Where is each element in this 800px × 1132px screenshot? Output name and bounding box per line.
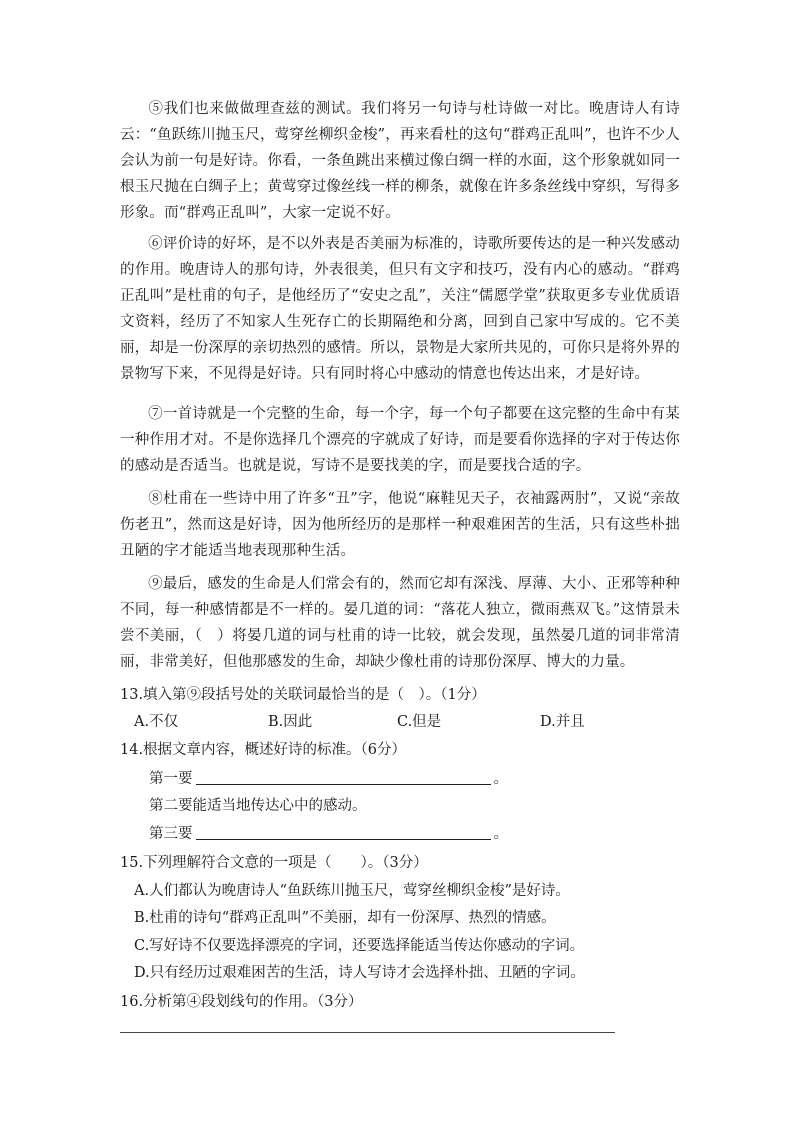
q14-line-1 xyxy=(149,766,508,792)
q14-line-2: 第二要能适当地传达心中的感动。 xyxy=(149,798,367,814)
q14-line-3-suffix: 。 xyxy=(493,826,508,842)
question-14-stem: 14.根据文章内容，概述好诗的标准。（6分） xyxy=(120,742,407,758)
q14-line-3-prefix: 第三要 xyxy=(149,826,193,842)
q15-option-d: D.只有经历过艰难困苦的生活，诗人写诗才会选择朴拙、丑陋的字词。 xyxy=(134,965,585,981)
q14-line-3 xyxy=(149,821,508,847)
paragraph-7 xyxy=(120,401,680,479)
q13-option-a: A.不仅 xyxy=(134,714,179,730)
paragraph-5-text: ⑤我们也来做做理查兹的测试。我们将另一句诗与杜诗做一对比。晚唐诗人有诗云：“鱼跃练川抛玉尺，莺穿丝柳织金梭”，再来看杜的这句“群鸡正乱叫”，也许不少人会认为前一句是好诗。你看，一条鱼跳出来横过像白绸一样的水面，这个形象就如同一根玉尺抛在白绸子上；黄莺穿过像丝线一样的柳条，就像在许多条丝线中穿织，写得多形象。而“群鸡正乱叫”，大家一定说不好。 xyxy=(120,101,680,221)
q13-option-c: C.但是 xyxy=(397,714,442,730)
paragraph-8 xyxy=(120,486,680,564)
paragraph-9 xyxy=(120,571,680,675)
q13-option-b: B.因此 xyxy=(268,714,313,730)
question-13-stem: 13.填入第⑨段括号处的关联词最恰当的是（ ）。（1分） xyxy=(120,687,486,703)
q14-answer-blank-1[interactable] xyxy=(196,768,491,785)
question-16-stem: 16.分析第④段划线句的作用。（3分） xyxy=(120,994,363,1010)
paragraph-9-text: ⑨最后，感发的生命是人们常会有的，然而它却有深浅、厚薄、大小、正邪等种种不同，每一种感情都是不一样的。晏几道的词：“落花人独立，微雨燕双飞。”这情景未尝不美丽，（ ）将晏几道的词与杜甫的诗一比较，就会发现，虽然晏几道的词非常清丽，非常美好，但他那感发的生命，却缺少像杜甫的诗那份深厚、博大的力量。 xyxy=(120,576,680,670)
q13-option-d: D.并且 xyxy=(540,714,585,730)
q15-option-a: A.人们都认为晚唐诗人“鱼跃练川抛玉尺，莺穿丝柳织金梭”是好诗。 xyxy=(134,883,570,899)
paragraph-6 xyxy=(120,231,680,387)
paragraph-5 xyxy=(120,96,680,226)
q14-line-1-suffix: 。 xyxy=(493,771,508,787)
q14-line-1-prefix: 第一要 xyxy=(149,771,193,787)
q15-option-c: C.写好诗不仅要选择漂亮的字词，还要选择能适当传达你感动的字词。 xyxy=(134,938,585,954)
paragraph-6-text: ⑥评价诗的好坏，是不以外表是否美丽为标准的，诗歌所要传达的是一种兴发感动的作用。晚唐诗人的那句诗，外表很美，但只有文字和技巧，没有内心的感动。“群鸡正乱叫”是杜甫的句子，是他经历了“安史之乱”，关注“儒愿学堂”获取更多专业优质语文资料，经历了不知家人生死存亡的长期隔绝和分离，回到自己家中写成的。它不美丽，却是一份深厚的亲切热烈的感情。所以，景物是大家所共见的，可你只是将外界的景物写下来，不见得是好诗。只有同时将心中感动的情意也传达出来，才是好诗。 xyxy=(120,236,680,382)
paragraph-7-text: ⑦一首诗就是一个完整的生命，每一个字，每一个句子都要在这完整的生命中有某一种作用才对。不是你选择几个漂亮的字就成了好诗，而是要看你选择的字对于传达你的感动是否适当。也就是说，写诗不是要找美的字，而是要找合适的字。 xyxy=(120,406,680,474)
q15-option-b: B.杜甫的诗句“群鸡正乱叫”不美丽，却有一份深厚、热烈的情感。 xyxy=(134,910,556,926)
paragraph-8-text: ⑧杜甫在一些诗中用了许多“丑”字，他说“麻鞋见天子，衣袖露两肘”，又说“亲故伤老丑”，然而这是好诗，因为他所经历的是那样一种艰难困苦的生活，只有这些朴拙丑陋的字才能适当地表现那种生活。 xyxy=(120,491,680,559)
q16-answer-line[interactable] xyxy=(120,1032,615,1033)
question-15-stem: 15.下列理解符合文意的一项是（ ）。（3分） xyxy=(120,855,428,871)
q14-answer-blank-3[interactable] xyxy=(196,823,491,840)
